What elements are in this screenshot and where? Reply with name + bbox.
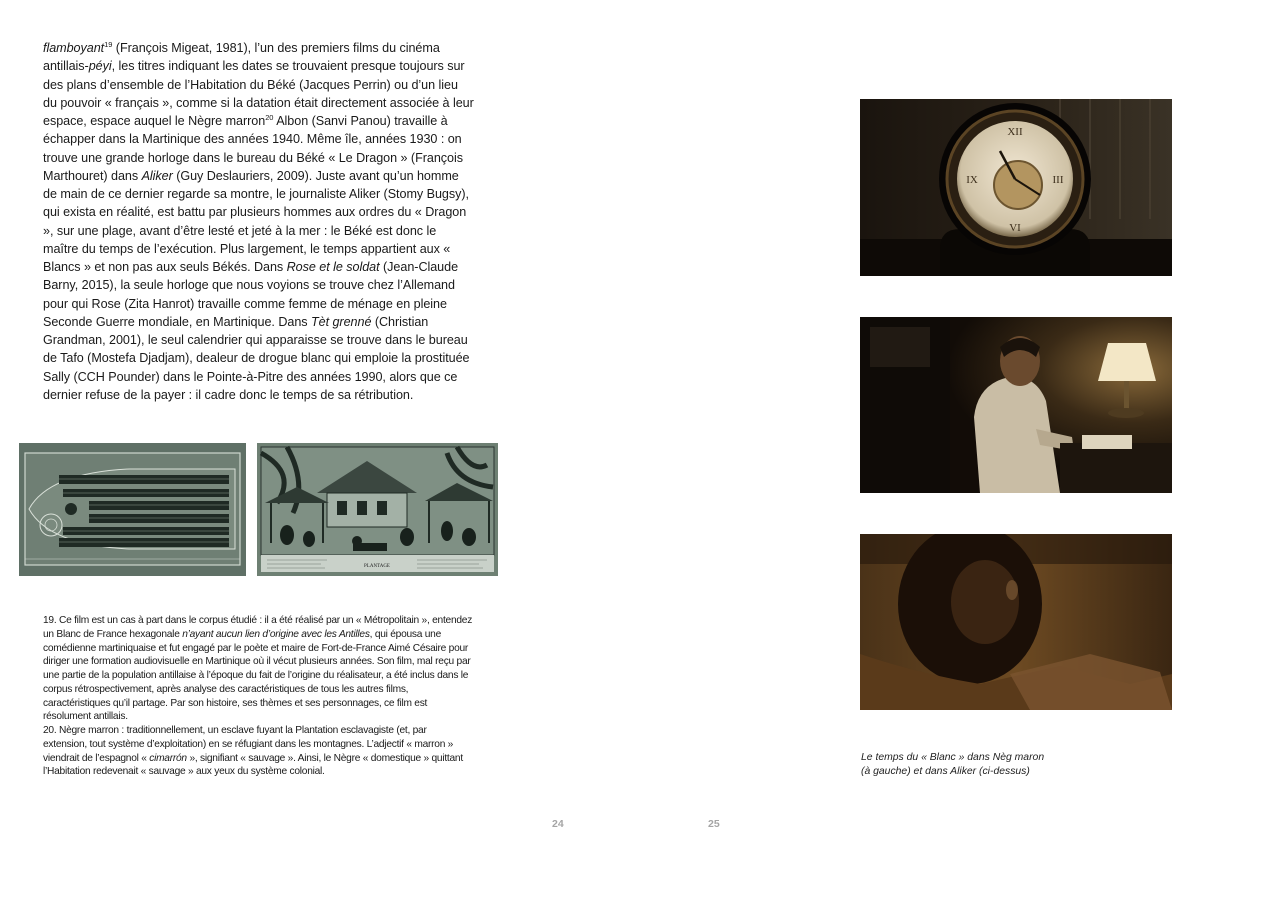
text-run-italic: n’ayant aucun lien d’origine avec les Antilles: [182, 628, 370, 640]
film-title-aliker: Aliker: [141, 168, 173, 183]
film-still-office-lamp: [860, 317, 1172, 493]
engraving-plate-label: PLANTAGE: [364, 564, 390, 569]
text-run: (Jean-Claude Barny, 2015), la seule horloge que nous voyions se trouve chez l’Allemand pour qui Rose (Zita Hanrot) travaille comme femme de ménage en pleine Seconde Guerre mondiale, en Martinique. Dans: [43, 260, 459, 329]
text-run: (François Migeat, 1981), l’un des premiers films du cinéma antillais-: [43, 41, 440, 74]
svg-text:XII: XII: [1007, 126, 1023, 138]
page-number-left: 24: [552, 818, 564, 830]
text-run: (Christian Grandman, 2001), le seul calendrier qui apparaisse se trouve dans le bureau de Tafo (Mostefa Djadjam), dealeur de drogue blanc qui emploie la prostituée Sally (CCH Pounder) dans le Pointe-à-Pitre des années 1990, alors que ce dernier refuse de la payer : il cadre donc le temps de sa rétribution.: [43, 314, 470, 402]
body-paragraph: [43, 39, 475, 404]
text-run: », signifiant « sauvage ». Ainsi, le Nègre « domestique » quittant l’Habitation redevenait « sauvage » aux yeux du système colonial.: [43, 752, 463, 778]
footnote-19: [43, 614, 473, 724]
svg-text:VI: VI: [1009, 222, 1021, 234]
film-still-clock: [860, 99, 1172, 276]
film-title-rose-et-le-soldat: Rose et le soldat: [286, 260, 380, 274]
text-run: , les titres indiquant les dates se trouvaient presque toujours sur des plans d’ensemble de l’Habitation du Béké (Jacques Perrin) ou d’un lieu du pouvoir « français », comme si la datation était directement associée à leur espace, espace auquel le Nègre marron: [43, 59, 474, 128]
footnote-ref-20[interactable]: 20: [265, 113, 274, 122]
film-title-tet-grenne: Tèt grenné: [310, 314, 372, 329]
film-still-face-closeup: [860, 534, 1172, 710]
page-number-right: 25: [708, 818, 720, 830]
svg-text:IX: IX: [966, 174, 978, 186]
footnote-ref-19[interactable]: 19: [104, 40, 113, 49]
caption-line-1: Le temps du « Blanc » dans Nèg maron: [861, 752, 1045, 763]
text-run-italic: cimarrón: [149, 752, 187, 764]
svg-text:III: III: [1052, 174, 1064, 186]
footnotes: [43, 614, 473, 779]
film-title-flamboyant: flamboyant: [43, 41, 105, 55]
footnote-20: [43, 724, 473, 779]
figure-caption: [861, 751, 1101, 779]
plantation-engraving-illustration: [257, 443, 498, 576]
text-run: 19. Ce film est un cas à part dans le corpus étudié : il a été réalisé par un « Métropolitain », entendez un Blanc de France hexagonale: [43, 615, 473, 640]
text-run: (Guy Deslauriers, 2009). Juste avant qu’un homme de main de ce dernier regarde sa montre, le journaliste Aliker (Stomy Bugsy), qui exista en réalité, est battu par plusieurs hommes aux ordres du « Dragon », sur une plage, avant d’être lesté et jeté à la mer : le Béké est donc le maître du temps de l’exécution. Plus largement, le temps appartient aux « Blancs » et non pas aux seuls Békés. Dans: [43, 168, 469, 274]
text-run: , qui épousa une comédienne martiniquaise et fut engagé par le poète et maire de Fort-de-France Aimé Césaire pour diriger une formation audiovisuelle en Martinique où il vécut plusieurs années. Son film, mal reçu par une partie de la population antillaise à l’époque du fait de l’origine du réalisateur, a été inclus dans le corpus rétrospectivement, après analyse des caractéristiques de tous les autres films, caractéristiques qu’il partage. Par son histoire, ses thèmes et ses personnages, ce film est résolument antillais.: [43, 628, 471, 723]
text-run: Albon (Sanvi Panou) travaille à échapper dans la Martinique des années 1940. Même île, années 1930 : on trouve une grande horloge dans le bureau du Béké « Le Dragon » (François Marthouret) dans: [43, 114, 463, 183]
caption-line-2: (à gauche) et dans Aliker (ci-dessus): [861, 766, 1030, 777]
text-run: 20. Nègre marron : traditionnellement, un esclave fuyant la Plantation esclavagiste (et, par extension, tout système d’exploitation) en se réfugiant dans les montagnes. L’adjectif « marron » viendrait de l’espagnol «: [43, 725, 454, 764]
term-peyi: péyi: [88, 59, 112, 74]
slave-ship-plan-illustration: [19, 443, 246, 576]
